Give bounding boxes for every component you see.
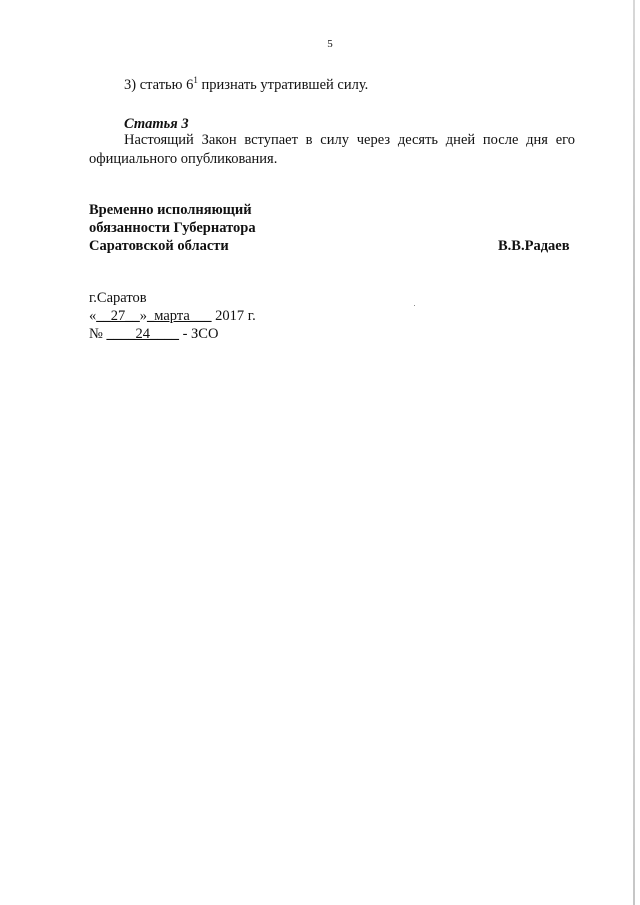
date-year: 2017 г. — [211, 308, 256, 324]
signatory-position-line-2: обязанности Губернатора — [89, 220, 256, 236]
law-number — [89, 325, 218, 343]
item-3-superscript: 1 — [193, 75, 198, 85]
item-3-text-before: 3) статью 6 — [124, 77, 194, 93]
place-of-signing: г.Саратов — [89, 290, 147, 306]
signing-date — [89, 307, 256, 325]
scan-speck — [414, 305, 415, 306]
number-value: ____24____ — [106, 326, 179, 342]
date-close-quote: » — [139, 308, 147, 324]
scan-edge-shadow — [633, 0, 635, 905]
signatory-position-line-1: Временно исполняющий — [89, 202, 252, 218]
signatory-position — [89, 201, 256, 255]
date-day: __27__ — [96, 308, 140, 324]
number-sign: № — [89, 326, 103, 342]
article-title: Статья 3 — [124, 116, 189, 132]
date-open-quote: « — [89, 308, 97, 324]
date-month: _марта___ — [147, 308, 212, 324]
signatory-name: В.В.Радаев — [498, 238, 570, 254]
article-body-line-1: Настоящий Закон вступает в силу через десять дней после дня его — [124, 132, 575, 148]
page-number: 5 — [327, 38, 333, 50]
item-3-text-after: признать утратившей силу. — [197, 77, 369, 93]
signatory-position-line-3: Саратовской области — [89, 238, 229, 254]
article-body-line-2: официального опубликования. — [89, 151, 278, 167]
item-3-paragraph — [124, 76, 368, 94]
number-suffix: - ЗСО — [178, 326, 219, 342]
